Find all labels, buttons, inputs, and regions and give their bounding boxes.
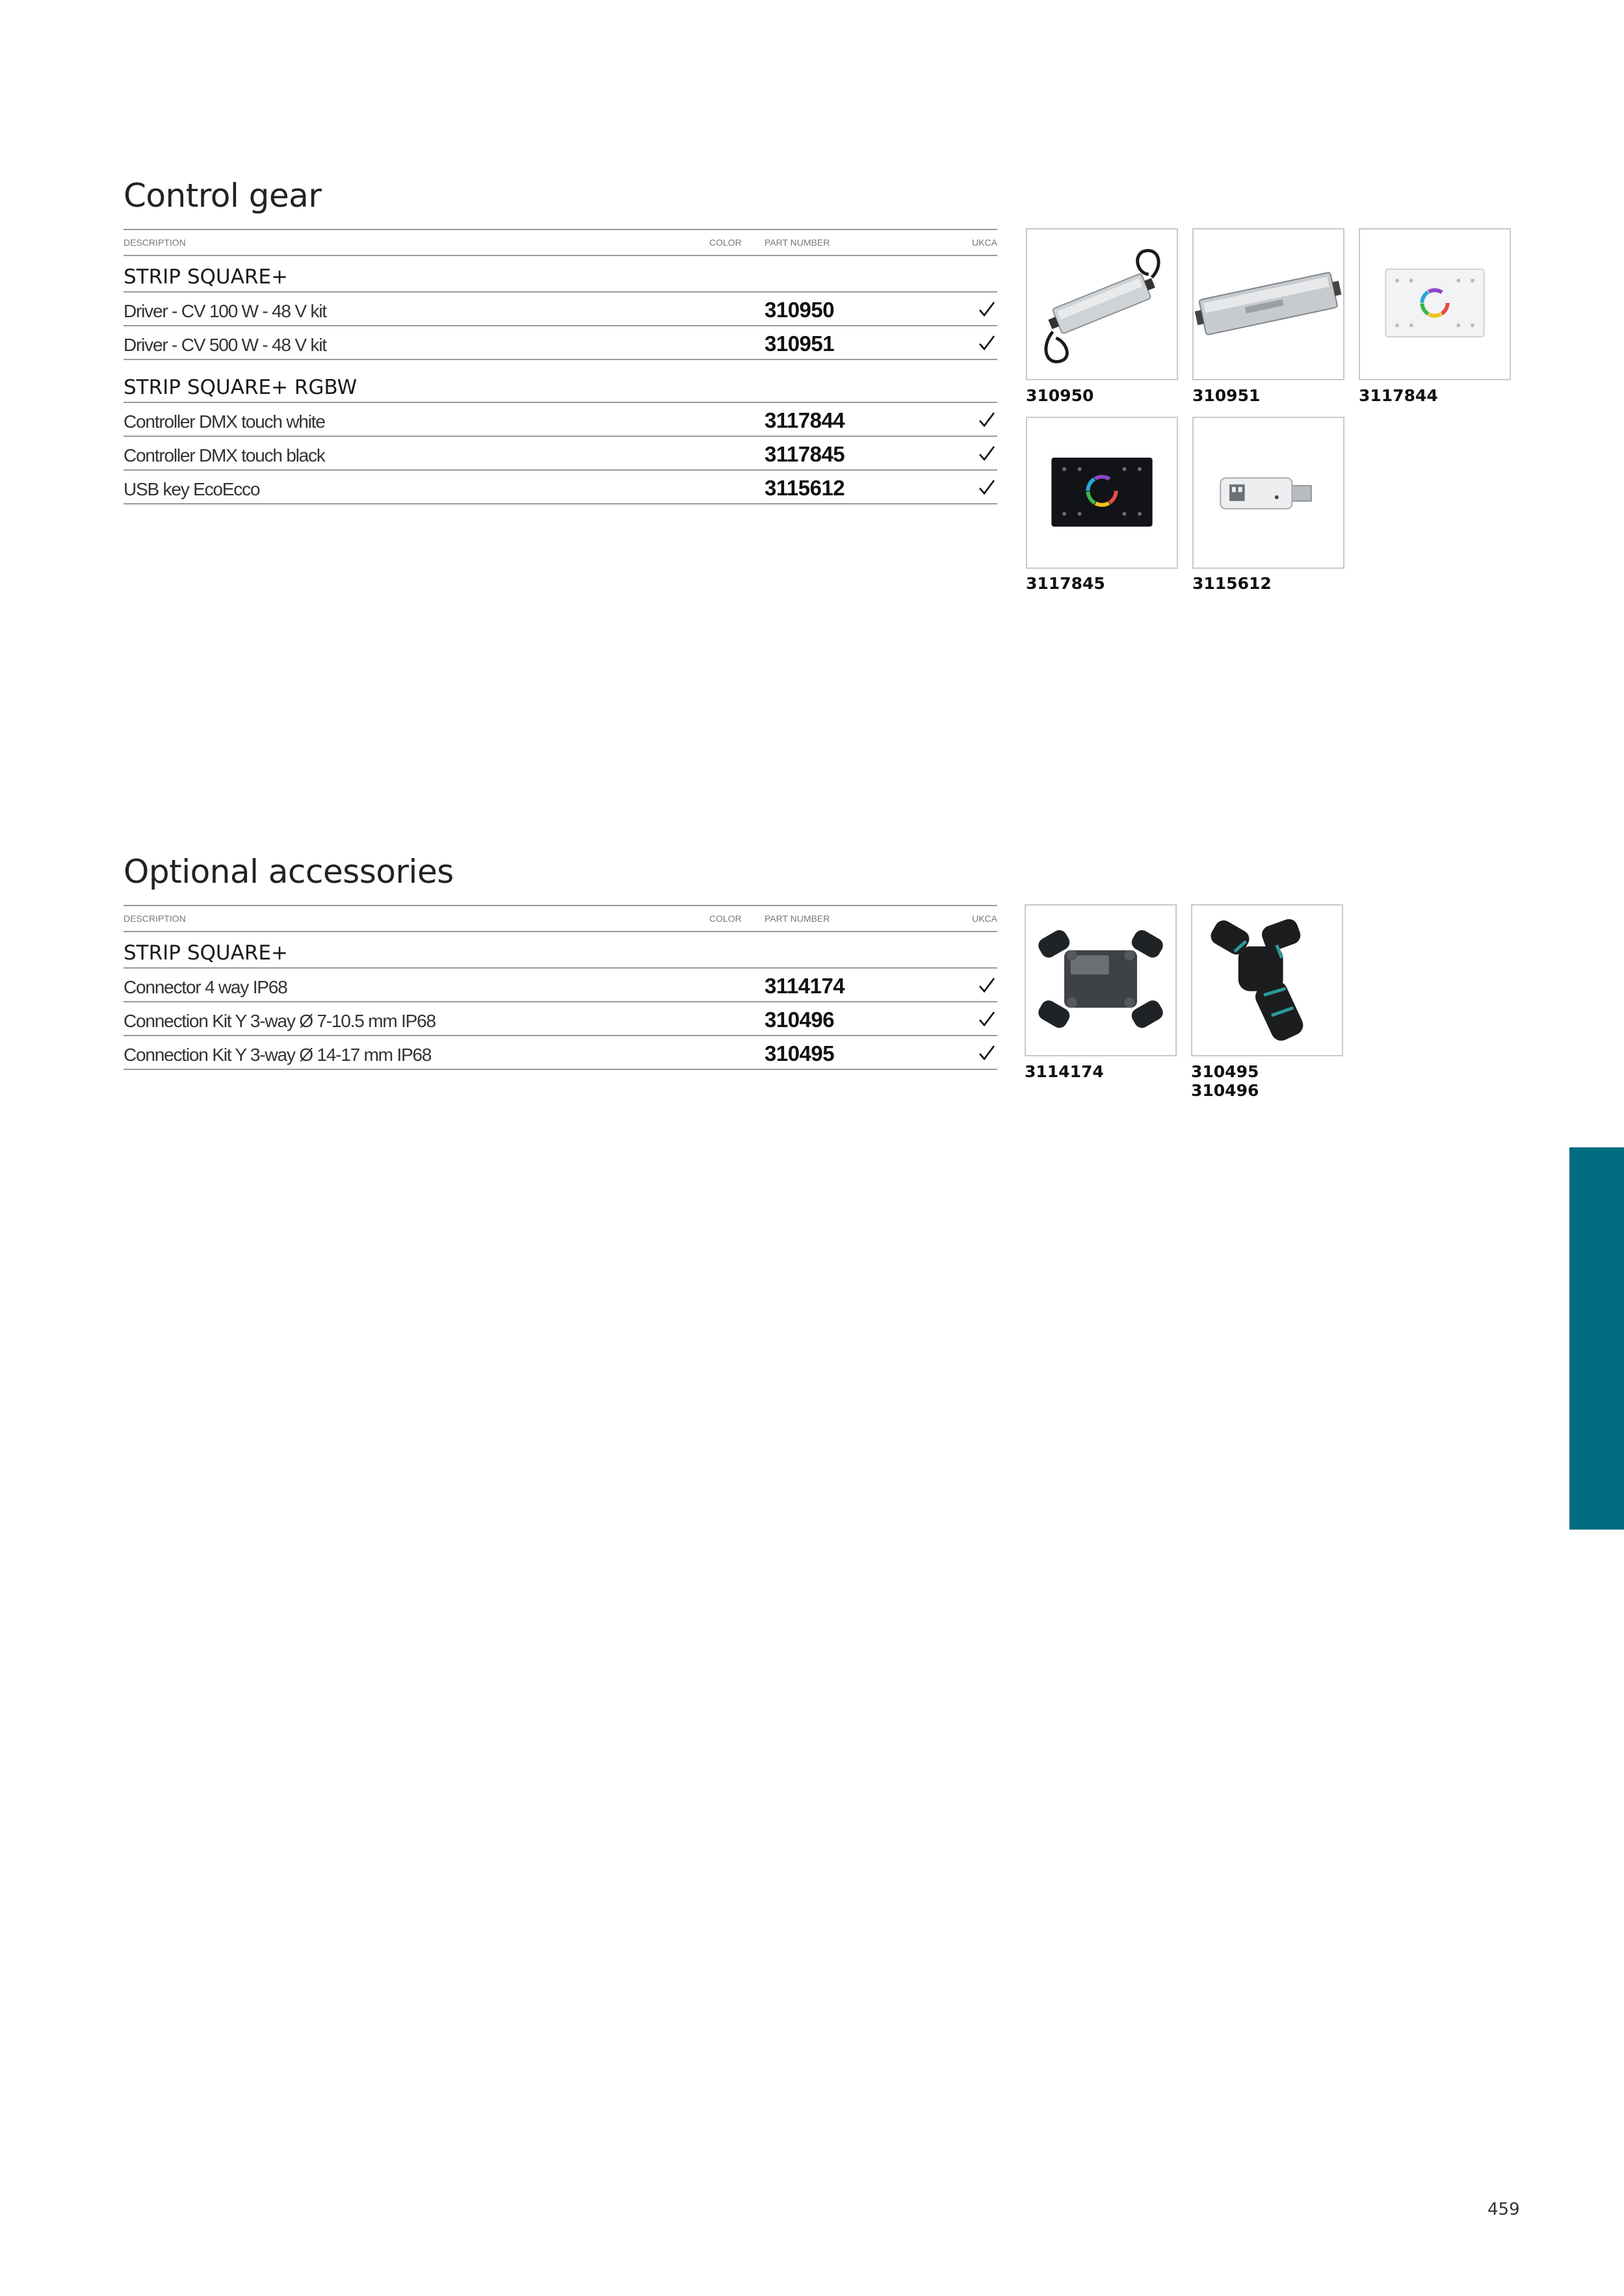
section-title-optional-accessories: Optional accessories [124,853,454,891]
image-caption: 3117844 [1359,386,1438,405]
row-description: Connection Kit Y 3-way Ø 14-17 mm IP68 [124,1045,432,1065]
connection-kit-y-image [1191,904,1343,1056]
image-caption: 310950 [1026,386,1094,405]
row-description: Driver - CV 500 W - 48 V kit [124,335,326,355]
row-description: Controller DMX touch white [124,411,325,432]
ukca-check-icon [978,1044,996,1062]
table-row [124,293,997,326]
row-part-number: 3115612 [765,476,845,500]
image-caption [1191,1062,1259,1100]
column-header-part-number: PART NUMBER [765,913,830,924]
driver-500w-image [1192,228,1344,380]
caption-line: 310496 [1191,1081,1259,1100]
image-caption: 3117845 [1026,574,1105,593]
usb-key-image [1192,417,1344,569]
row-description: Driver - CV 100 W - 48 V kit [124,301,326,321]
column-header-ukca: UKCA [972,913,997,924]
table-row [124,403,997,437]
controller-white-image [1359,228,1511,380]
ukca-check-icon [978,976,996,995]
row-part-number: 310950 [765,298,835,322]
group-header [124,932,997,969]
ukca-check-icon [978,478,996,497]
ukca-check-icon [978,334,996,352]
row-part-number: 310951 [765,332,835,356]
row-description: USB key EcoEcco [124,479,260,499]
column-header-color: COLOR [709,913,742,924]
table-row [124,437,997,471]
row-description: Controller DMX touch black [124,445,325,465]
group-name: STRIP SQUARE+ RGBW [124,376,358,399]
controller-black-image [1026,417,1178,569]
column-header-ukca: UKCA [972,237,997,248]
table-header [124,229,997,256]
table-row [124,326,997,360]
table-row [124,1002,997,1036]
image-caption: 3115612 [1192,574,1272,593]
ukca-check-icon [978,300,996,319]
row-part-number: 3114174 [765,974,845,998]
control-gear-table [124,229,997,504]
table-header [124,905,997,932]
ukca-check-icon [978,411,996,429]
column-header-description: DESCRIPTION [124,913,186,924]
optional-accessories-table [124,905,997,1070]
connector-4-way-image [1025,904,1177,1056]
ukca-check-icon [978,445,996,463]
column-header-description: DESCRIPTION [124,237,186,248]
image-caption: 310951 [1192,386,1261,405]
section-title-control-gear: Control gear [124,177,322,215]
group-header [124,360,997,403]
group-name: STRIP SQUARE+ [124,941,288,965]
group-header [124,256,997,293]
row-description: Connection Kit Y 3-way Ø 7-10.5 mm IP68 [124,1011,436,1031]
image-caption: 3114174 [1025,1062,1104,1081]
page-number: 459 [1487,2200,1520,2219]
row-part-number: 3117845 [765,442,845,466]
table-row [124,969,997,1002]
column-header-color: COLOR [709,237,742,248]
row-part-number: 310496 [765,1008,835,1032]
caption-line: 310495 [1191,1062,1259,1081]
group-name: STRIP SQUARE+ [124,265,288,289]
section-side-tab [1569,1147,1624,1530]
row-description: Connector 4 way IP68 [124,977,287,997]
ukca-check-icon [978,1010,996,1028]
row-part-number: 310495 [765,1041,835,1065]
table-row [124,471,997,504]
table-row [124,1036,997,1070]
column-header-part-number: PART NUMBER [765,237,830,248]
driver-100w-image [1026,228,1178,380]
row-part-number: 3117844 [765,408,845,432]
